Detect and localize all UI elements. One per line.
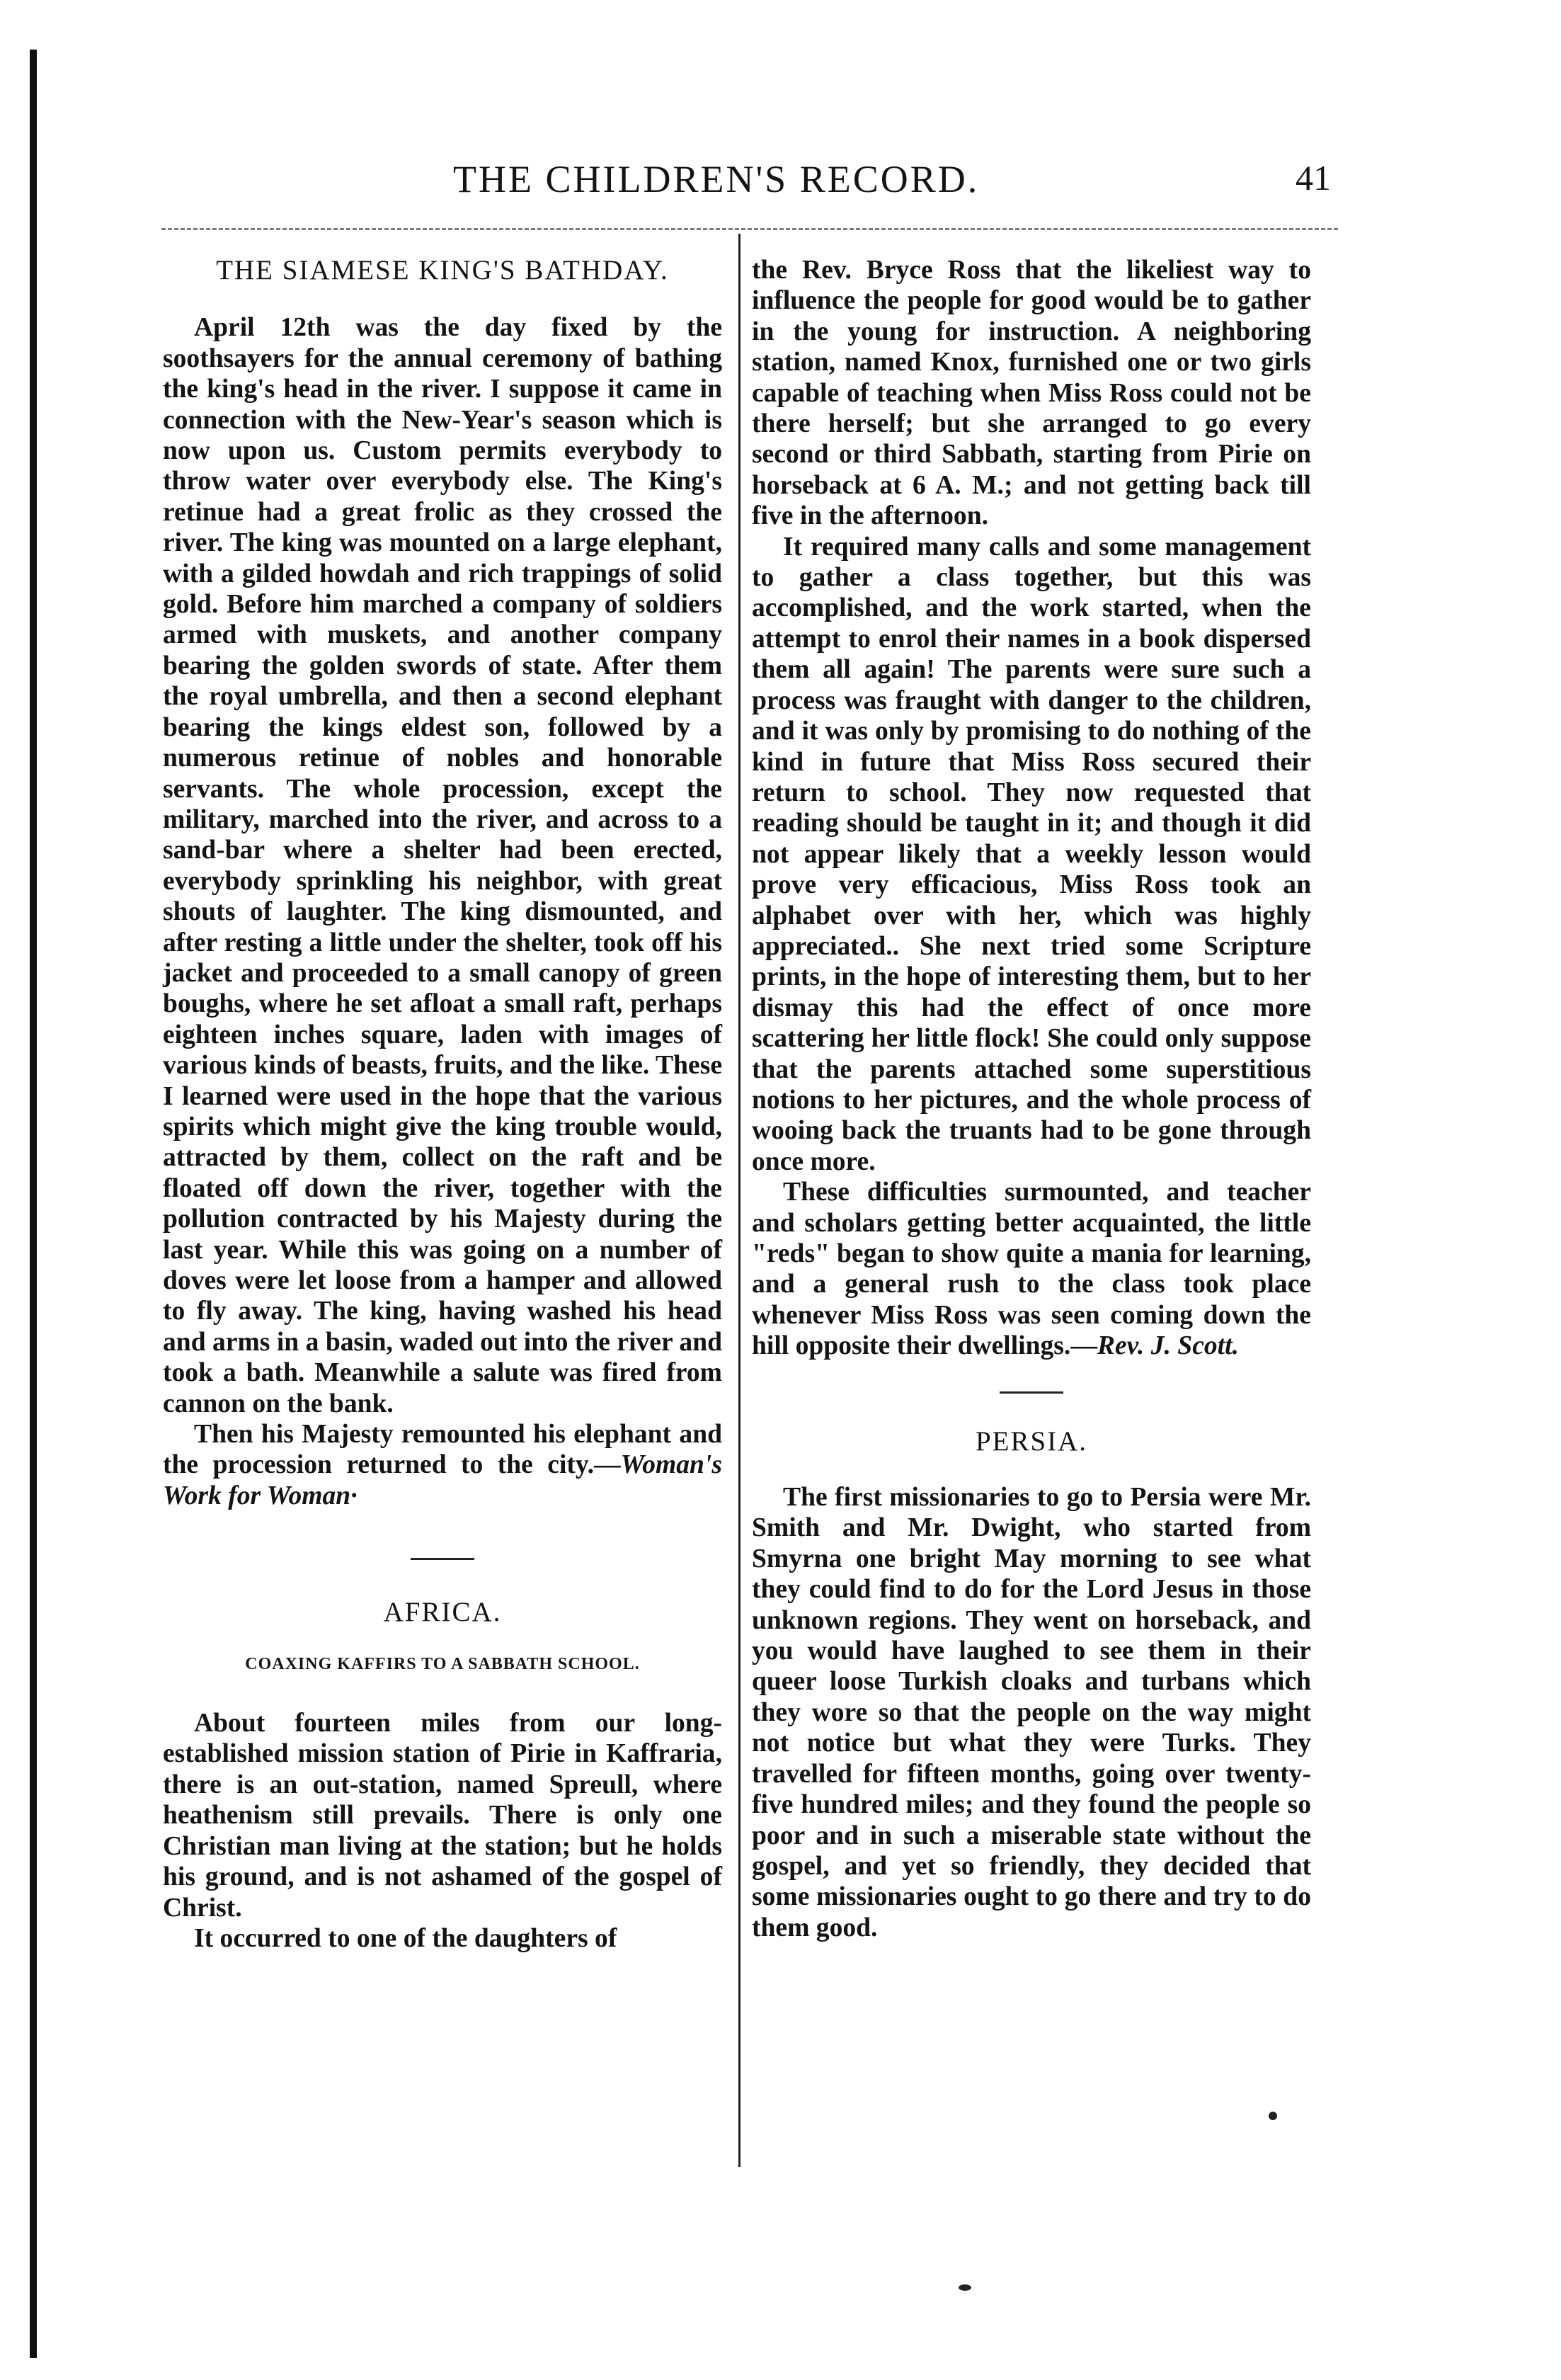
africa-subheading: COAXING KAFFIRS TO A SABBATH SCHOOL. (245, 1654, 640, 1673)
right-column (752, 255, 1311, 1943)
africa-source: Rev. J. Scott. (1097, 1331, 1239, 1361)
speck-mark (1269, 2112, 1277, 2120)
page-edge-bar (30, 50, 37, 2358)
siamese-paragraph-1: April 12th was the day fixed by the soothsayers for the annual ceremony of bathing the king's head in the river. I suppose it came in connection with the New-Year's season which is now upon us. Custom permits everybody to throw water over everybody else. The King's retinue had a great frolic as they crossed the river. The king was mounted on a large elephant, with a gilded howdah and rich trappings of solid gold. Before him marched a company of soldiers armed with muskets, and another company bearing the golden swords of state. After them the royal umbrella, and then a second elephant bearing the kings eldest son, followed by a numerous retinue of nobles and honorable servants. The whole procession, except the military, marched into the river, and across to a sand-bar where a shelter had been erected, everybody sprinkling his neighbor, with great shouts of laughter. The king dismounted, and after resting a little under the shelter, took off his jacket and proceeded to a small canopy of green boughs, where he set afloat a small raft, perhaps eighteen inches square, laden with images of various kinds of beasts, fruits, and the like. These I learned were used in the hope that the various spirits which might give the king trouble would, attracted by them, collect on the raft and be floated off down the river, together with the pollution contracted by his Majesty during the last year. While this was going on a number of doves were let loose from a hamper and allowed to fly away. The king, having washed his head and arms in a basin, waded out into the river and took a bath. Meanwhile a salute was fired from cannon on the bank. (163, 313, 722, 1418)
africa-continued-paragraph-2: It required many calls and some management to gather a class together, but this was accomplished, and the work started, when the attempt to enrol their names in a book dispersed them all again! The parents were sure such a process was fraught with danger to the children, and it was only by promising to do nothing of the kind in future that Miss Ross secured their return to school. They now requested that reading should be taught in it; and though it did not appear likely that a weekly lesson would prove very efficacious, Miss Ross took an alphabet over with her, which was highly appreciated.. She next tried some Scripture prints, in the hope of interesting them, but to her dismay this had the effect of once more scattering her little flock! She could only suppose that the parents attached some superstitious notions to her pictures, and the whole process of wooing back the truants had to be gone through once more. (752, 532, 1311, 1176)
running-title: THE CHILDREN'S RECORD. (453, 158, 980, 200)
africa-continued-paragraph-1: the Rev. Bryce Ross that the likeliest way to influence the people for good would be to gather in the young for instruction. A neighboring station, named Knox, furnished one or two girls capable of teaching when Miss Ross could not be there herself; but she arranged to go every second or third Sabbath, starting from Pirie on horseback at 6 A. M.; and not getting back till five in the afternoon. (752, 256, 1311, 531)
africa-continued-paragraph-3 (752, 1177, 1311, 1361)
siamese-paragraph-2-text: Then his Majesty remounted his elephant and the procession returned to the city.— (163, 1420, 722, 1480)
header-rule (161, 228, 1338, 230)
column-rule (738, 234, 741, 2167)
page-number: 41 (1296, 158, 1331, 198)
siamese-paragraph-2 (163, 1419, 722, 1511)
africa-continued-paragraph-3-text: These difficulties surmounted, and teacher and scholars getting better acquainted, the little "reds" began to show quite a mania for learning, and a general rush to the class took place whenever Miss Ross was seen coming down the hill opposite their dwellings.— (752, 1178, 1311, 1361)
running-head (170, 157, 1331, 207)
africa-paragraph-1: About fourteen miles from our long-established mission station of Pirie in Kaffraria, there is an out-station, named Spreull, where heathenism still prevails. There is only one Christian man living at the station; but he holds his ground, and is not ashamed of the gospel of Christ. (163, 1709, 722, 1923)
speck-mark (959, 2284, 971, 2291)
siamese-source: Woman's Work for Woman· (163, 1450, 722, 1510)
left-column (163, 255, 722, 1954)
persia-heading: PERSIA. (975, 1425, 1088, 1457)
africa-paragraph-2: It occurred to one of the daughters of (194, 1923, 617, 1953)
siamese-heading: THE SIAMESE KING'S BATHDAY. (216, 255, 669, 285)
persia-paragraph-1: The first missionaries to go to Persia were Mr. Smith and Mr. Dwight, who started from Smyrna one bright May morning to see what they could find to do for the Lord Jesus in those unknown regions. They went on horseback, and you would have laughed to see them in their queer loose Turkish cloaks and turbans which they wore so that the people on the way might not notice but what they were Turks. They travelled for fifteen months, going over twenty-five hundred miles; and they found the people so poor and in such a miserable state without the gospel, and yet so friendly, they decided that some missionaries ought to go there and try to do them good. (752, 1483, 1311, 1942)
africa-heading: AFRICA. (383, 1597, 502, 1628)
